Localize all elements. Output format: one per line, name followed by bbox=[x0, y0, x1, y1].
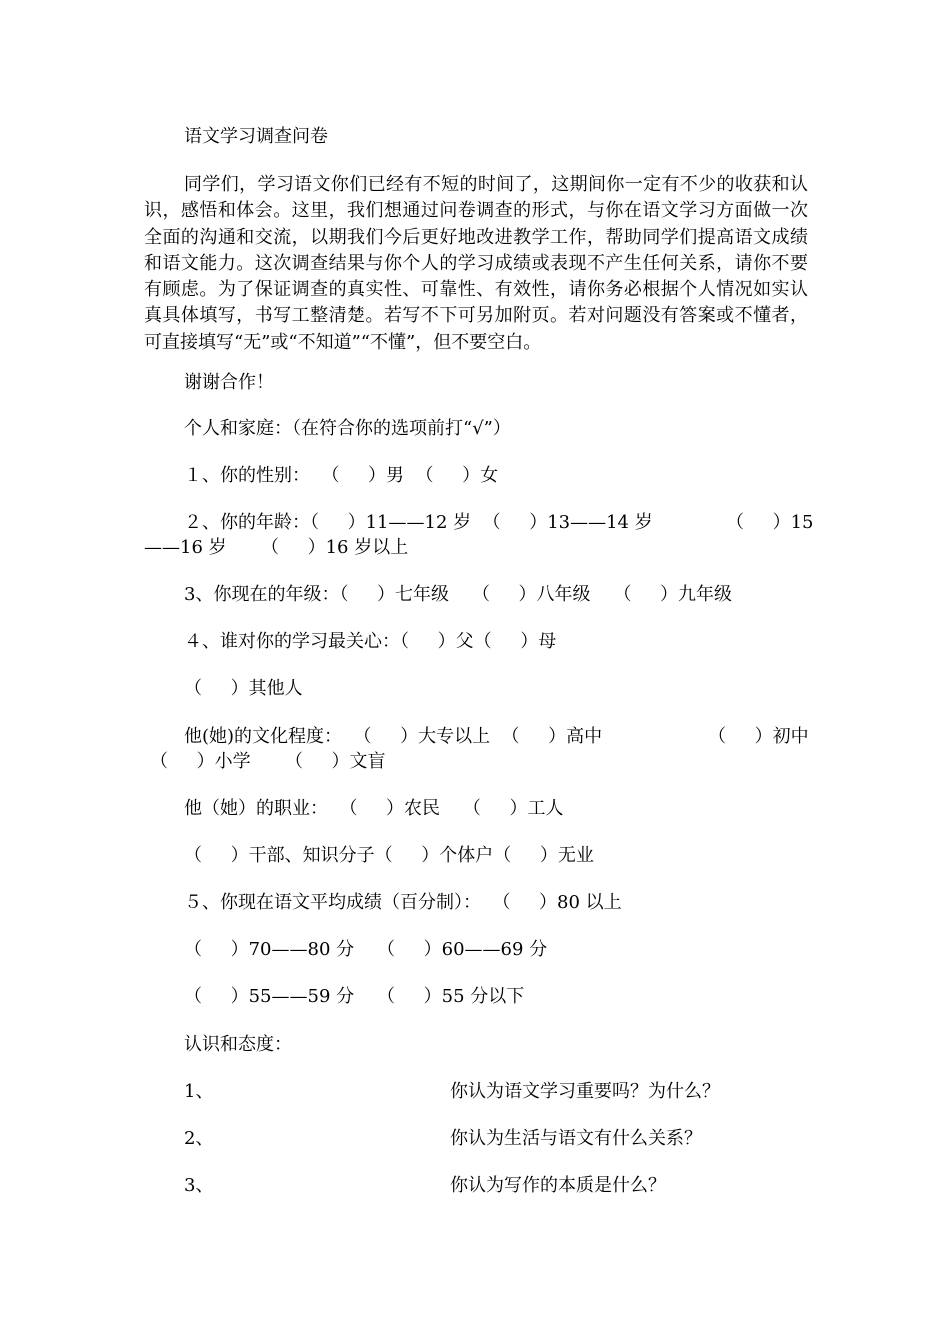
section-attitude: 认识和态度： bbox=[184, 1034, 292, 1055]
attitude-item-text: 你认为写作的本质是什么？ bbox=[450, 1175, 666, 1196]
attitude-item-number: 2、 bbox=[184, 1128, 214, 1149]
question-age-line2: ——16 岁 （ ）16 岁以上 bbox=[144, 537, 409, 558]
attitude-item-text: 你认为语文学习重要吗？为什么？ bbox=[450, 1081, 720, 1102]
question-occupation-line1: 他（她）的职业： （ ）农民 （ ）工人 bbox=[184, 798, 564, 819]
attitude-item-text: 你认为生活与语文有什么关系？ bbox=[450, 1128, 702, 1149]
question-score-line2: （ ）70——80 分 （ ）60——69 分 bbox=[184, 939, 548, 960]
question-score: ５、你现在语文平均成绩（百分制）： （ ）80 以上 bbox=[184, 892, 622, 913]
question-occupation-line2: （ ）干部、知识分子（ ）个体户（ ）无业 bbox=[184, 845, 594, 866]
attitude-item-number: 1、 bbox=[184, 1081, 214, 1102]
intro-paragraph: 同学们，学习语文你们已经有不短的时间了，这期间你一定有不少的收获和认识，感悟和体会。这里，我们想通过问卷调查的形式，与你在语文学习方面做一次全面的沟通和交流，以期我们今后更好地改进教学工作，帮助同学们提高语文成绩和语文能力。这次调查结果与你个人的学习成绩或表现不产生任何关系，请你不要有顾虑。为了保证调查的真实性、可靠性、有效性，请你务必根据个人情况如实认真具体填写，书写工整清楚。若写不下可另加附页。若对问题没有答案或不懂者，可直接填写“无”或“不知道”“不懂”，但不要空白。 bbox=[144, 174, 808, 353]
question-caregiver: ４、谁对你的学习最关心：（ ）父（ ）母 bbox=[184, 631, 557, 652]
question-gender: １、你的性别： （ ）男 （ ）女 bbox=[184, 465, 499, 486]
section-personal-family: 个人和家庭：（在符合你的选项前打“√”） bbox=[184, 418, 511, 439]
question-grade: 3、你现在的年级：（ ）七年级 （ ）八年级 （ ）九年级 bbox=[184, 584, 733, 605]
question-education-line1-option: （ ）初中 bbox=[708, 726, 809, 747]
question-age-line1-option: （ ）15 bbox=[726, 512, 814, 533]
question-education-line2: （ ）小学 （ ）文盲 bbox=[150, 751, 386, 772]
document-title: 语文学习调查问卷 bbox=[184, 126, 328, 147]
thanks-text: 谢谢合作！ bbox=[184, 372, 274, 393]
question-age-line1: ２、你的年龄：（ ）11——12 岁 （ ）13——14 岁 bbox=[184, 512, 653, 533]
question-caregiver-other: （ ）其他人 bbox=[184, 678, 303, 699]
attitude-item-number: 3、 bbox=[184, 1175, 214, 1196]
question-score-line3: （ ）55——59 分 （ ）55 分以下 bbox=[184, 986, 525, 1007]
question-education-line1: 他(她)的文化程度： （ ）大专以上 （ ）高中 bbox=[184, 726, 603, 747]
